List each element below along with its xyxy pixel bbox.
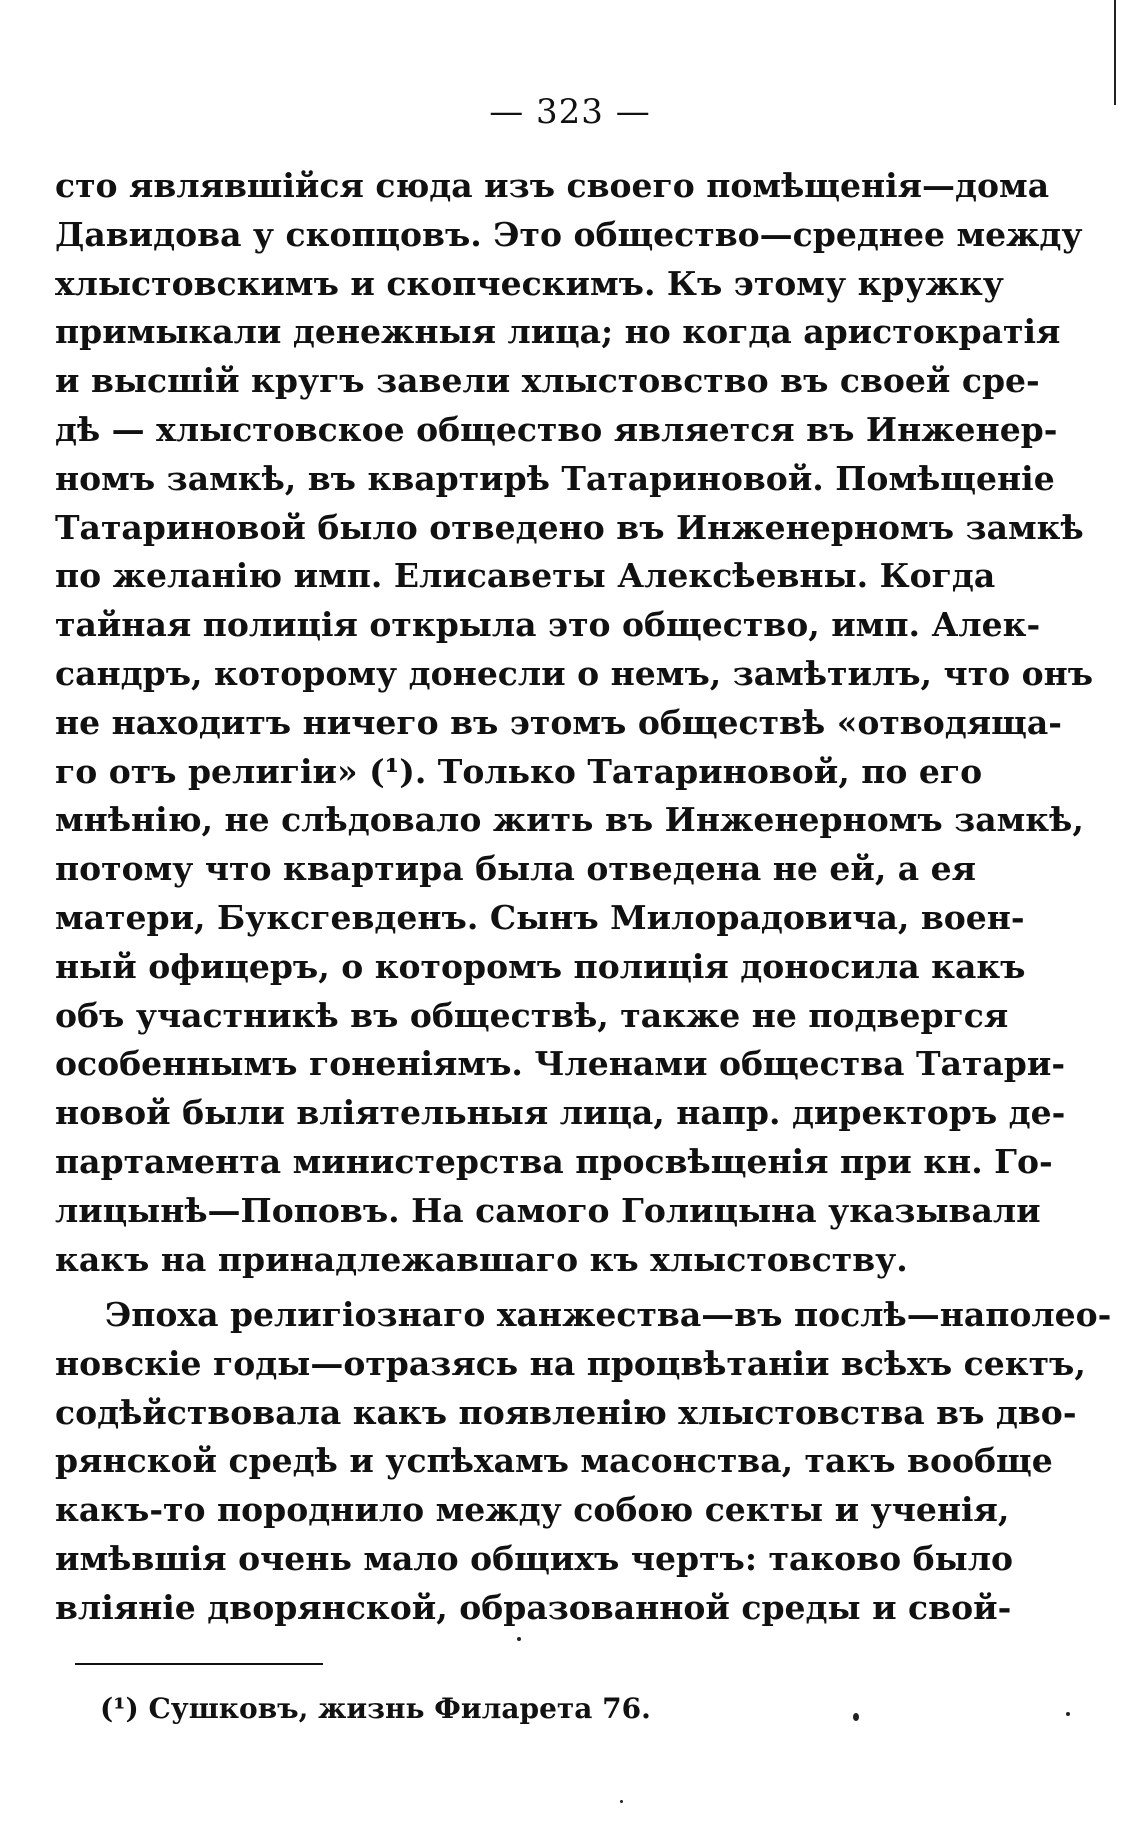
text-line: партамента министерства просвѣщенія при кн. Го- <box>55 1141 1053 1181</box>
footnote-divider <box>75 1663 323 1665</box>
text-line: тайная полиція открыла это общество, имп. Алек- <box>55 605 1041 645</box>
text-line: го отъ религіи» (¹). Только Татариновой, по его <box>55 751 983 791</box>
text-line: новой были вліятельныя лица, напр. директоръ де- <box>55 1093 1066 1133</box>
text-line: особеннымъ гоненіямъ. Членами общества Татари- <box>55 1044 1066 1084</box>
text-line: матери, Буксгевденъ. Сынъ Милорадовича, воен- <box>55 897 1025 937</box>
text-line: номъ замкѣ, въ квартирѣ Татариновой. Помѣщеніе <box>55 458 1055 498</box>
text-line: по желанію имп. Елисаветы Алексѣевны. Когда <box>55 556 996 596</box>
text-line: объ участникѣ въ обществѣ, также не подвергся <box>55 995 1009 1035</box>
text-line: ный офицеръ, о которомъ полиція доносила какъ <box>55 946 1026 986</box>
text-line: мнѣнію, не слѣдовало жить въ Инженерномъ замкѣ, <box>55 800 1084 840</box>
scan-speck <box>1066 1712 1070 1716</box>
text-line: какъ на принадлежавшаго къ хлыстовству. <box>55 1239 908 1279</box>
text-line: какъ-то породнило между собою секты и ученія, <box>55 1490 1010 1530</box>
text-line: рянской средѣ и успѣхамъ масонства, такъ вообще <box>55 1441 1053 1481</box>
text-line: хлыстовскимъ и скопческимъ. Къ этому кружку <box>55 263 1004 303</box>
text-line: имѣвшія очень мало общихъ чертъ: таково было <box>55 1538 1013 1578</box>
text-line: Давидова у скопцовъ. Это общество—среднее между <box>55 214 1083 254</box>
text-line: и высшій кругъ завели хлыстовство въ своей сре- <box>55 361 1040 401</box>
text-line: сандръ, которому донесли о немъ, замѣтилъ, что онъ <box>55 653 1094 693</box>
scan-speck <box>853 1713 859 1721</box>
page-number: — 323 — <box>489 92 651 132</box>
paragraph-1 <box>55 162 1094 1284</box>
text-line: дѣ — хлыстовское общество является въ Инженер- <box>55 409 1058 449</box>
text-line: содѣйствовала какъ появленію хлыстовства въ дво- <box>55 1392 1077 1432</box>
paragraph-2 <box>55 1291 1112 1633</box>
text-line: новскіе годы—отразясь на процвѣтаніи всѣхъ сектъ, <box>55 1343 1086 1383</box>
text-line: Эпоха религіознаго ханжества—въ послѣ—наполео- <box>105 1295 1112 1334</box>
scan-margin-edge <box>1114 0 1116 105</box>
text-line: сто являвшійся сюда изъ своего помѣщенія—дома <box>55 166 1050 205</box>
footnote: (¹) Сушковъ, жизнь Филарета 76. <box>100 1692 651 1725</box>
text-line: Татариновой было отведено въ Инженерномъ замкѣ <box>55 507 1084 547</box>
scan-speck <box>620 1800 623 1803</box>
text-line: потому что квартира была отведена не ей, а ея <box>55 849 977 889</box>
text-line: примыкали денежныя лица; но когда аристократія <box>55 312 1061 352</box>
text-line: не находитъ ничего въ этомъ обществѣ «отводяща- <box>55 702 1062 742</box>
scan-speck <box>517 1637 521 1641</box>
text-line: лицынѣ—Поповъ. На самого Голицына указывали <box>55 1190 1041 1230</box>
text-line: вліяніе дворянской, образованной среды и свой- <box>55 1587 1012 1627</box>
